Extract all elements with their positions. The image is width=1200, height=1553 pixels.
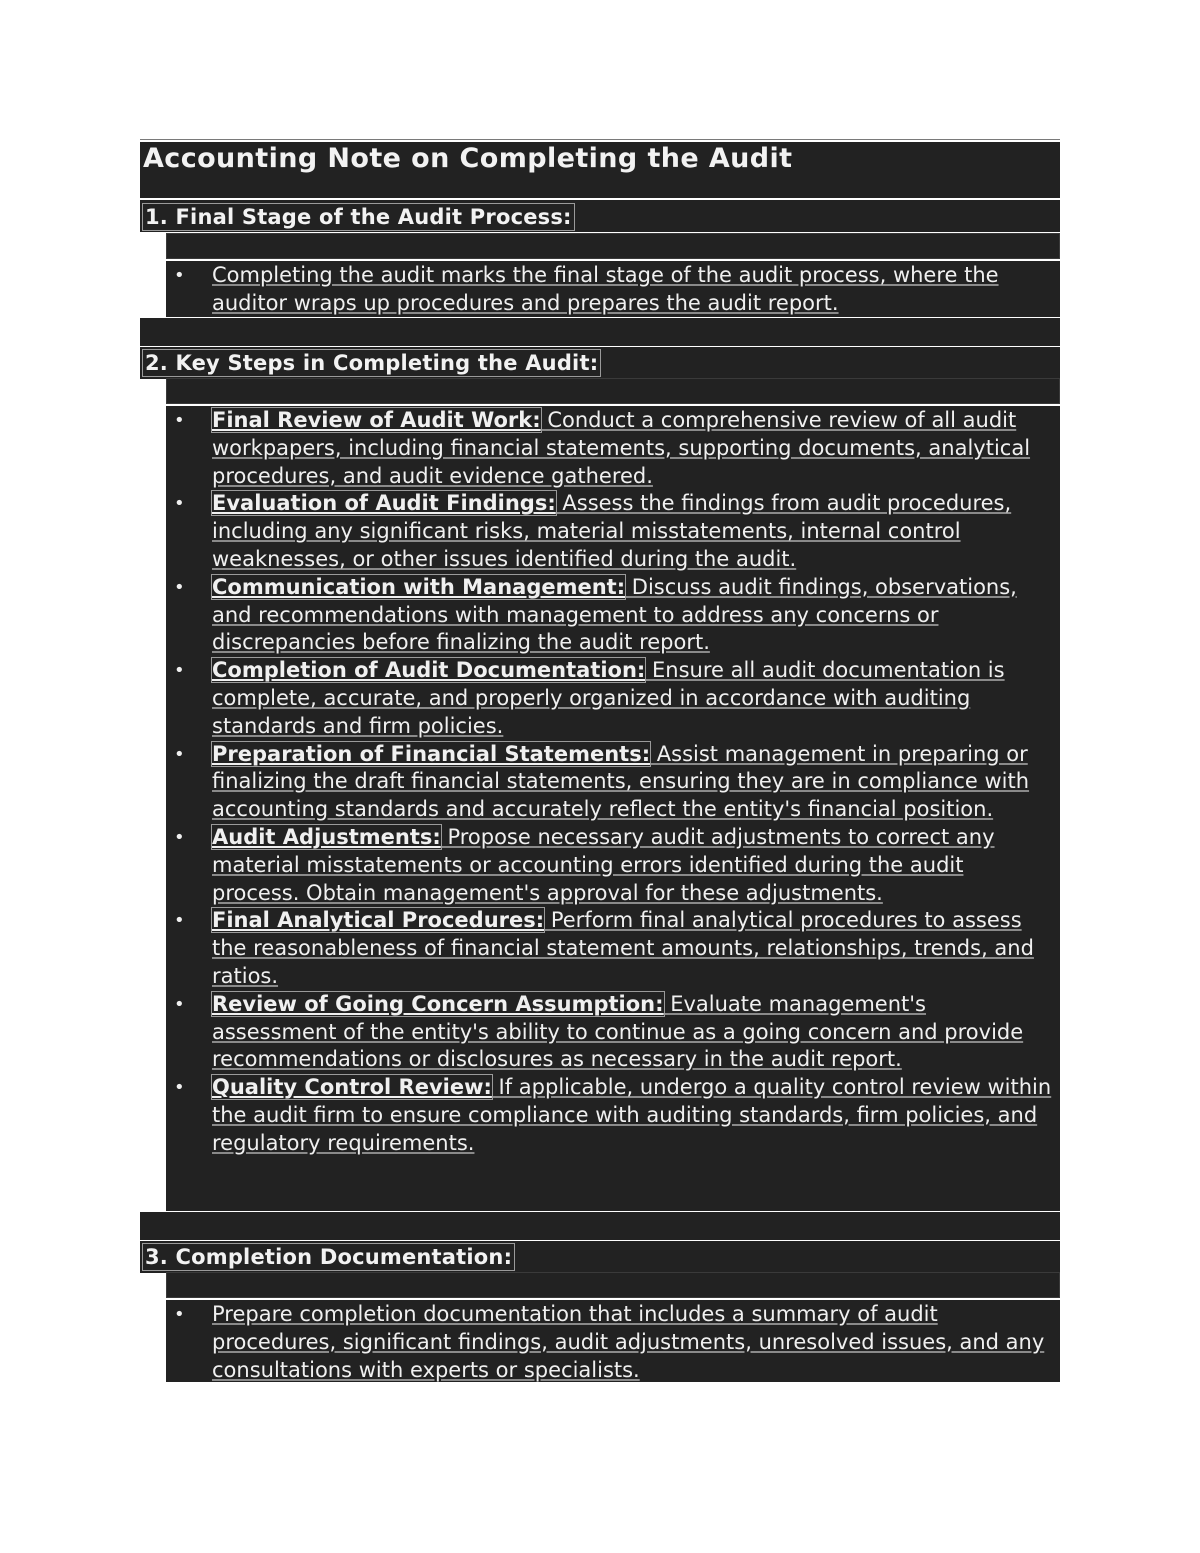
list-item — [166, 1301, 1060, 1384]
item-text: If applicable, undergo a quality control review within the audit firm to ensure compliance with auditing standards, firm policies, and regulatory requirements. — [212, 1075, 1052, 1155]
section-1-heading: 1. Final Stage of the Audit Process: — [142, 203, 575, 231]
item-text: Completing the audit marks the final stage of the audit process, where the auditor wraps up procedures and prepares the audit report. — [212, 263, 999, 315]
list-item — [166, 407, 1060, 490]
item-text: Assess the findings from audit procedures, including any significant risks, material misstatements, internal control weaknesses, or other issues identified during the audit. — [212, 491, 1012, 571]
bullet-icon: • — [174, 1077, 185, 1099]
bullet-icon: • — [174, 910, 185, 932]
section-gap — [140, 1212, 1060, 1240]
item-term: Communication with Management: — [212, 574, 626, 599]
section-2-heading: 2. Key Steps in Completing the Audit: — [142, 349, 601, 377]
section-gap — [140, 318, 1060, 346]
section-3-heading: 3. Completion Documentation: — [142, 1243, 515, 1271]
page-title: Accounting Note on Completing the Audit — [143, 143, 793, 174]
section-2-list — [166, 407, 1060, 1158]
list-item — [166, 907, 1060, 990]
bullet-icon: • — [174, 743, 185, 765]
item-text: Assist management in preparing or finalizing the draft financial statements, ensuring they are in compliance with accounting standards and accurately reflect the entity's financial position. — [212, 741, 1030, 822]
list-item — [166, 262, 1060, 318]
list-item — [166, 1074, 1060, 1157]
bullet-icon: • — [174, 493, 185, 515]
bullet-icon: • — [174, 826, 185, 848]
item-term: Final Analytical Procedures: — [212, 908, 545, 933]
item-term: Completion of Audit Documentation: — [212, 658, 646, 683]
item-term: Preparation of Financial Statements: — [212, 741, 651, 766]
list-item — [166, 991, 1060, 1074]
item-term: Final Review of Audit Work: — [212, 408, 541, 432]
item-term: Evaluation of Audit Findings: — [212, 491, 556, 516]
item-term: Quality Control Review: — [212, 1075, 492, 1100]
item-text: Evaluate management's assessment of the entity's ability to continue as a going concern and provide recommendations or disclosures as necessary in the audit report. — [212, 991, 1024, 1072]
list-item — [166, 741, 1060, 824]
section-3-list — [166, 1301, 1060, 1384]
bullet-icon: • — [174, 1304, 185, 1325]
item-text: Discuss audit findings, observations, and recommendations with management to address any concerns or discrepancies before finalizing the audit report. — [212, 574, 1017, 655]
item-term: Review of Going Concern Assumption: — [212, 991, 664, 1016]
section-3-spacer — [166, 1272, 1060, 1298]
item-text: Perform final analytical procedures to assess the reasonableness of financial statement amounts, relationships, trends, and ratios. — [212, 908, 1034, 988]
bullet-icon: • — [174, 410, 185, 431]
list-item — [166, 574, 1060, 657]
item-text: Prepare completion documentation that includes a summary of audit procedures, significant findings, audit adjustments, unresolved issues, and any consultations with experts or specialists. — [212, 1302, 1045, 1382]
bullet-icon: • — [174, 576, 185, 598]
item-text: Conduct a comprehensive review of all audit workpapers, including financial statements, supporting documents, analytical procedures, and audit evidence gathered. — [212, 408, 1031, 488]
item-text: Propose necessary audit adjustments to correct any material misstatements or accounting errors identified during the audit process. Obtain management's approval for these adjustments. — [212, 824, 995, 905]
list-item — [166, 657, 1060, 740]
section-1-spacer — [166, 233, 1060, 259]
top-divider — [140, 139, 1060, 140]
section-1-list — [166, 262, 1060, 318]
item-term: Audit Adjustments: — [212, 824, 441, 849]
item-text: Ensure all audit documentation is complete, accurate, and properly organized in accordance with auditing standards and firm policies. — [212, 658, 1005, 738]
bullet-icon: • — [174, 993, 185, 1015]
list-item — [166, 490, 1060, 573]
bullet-icon: • — [174, 265, 185, 286]
bullet-icon: • — [174, 660, 185, 682]
list-item — [166, 824, 1060, 907]
section-2-spacer — [166, 378, 1060, 404]
